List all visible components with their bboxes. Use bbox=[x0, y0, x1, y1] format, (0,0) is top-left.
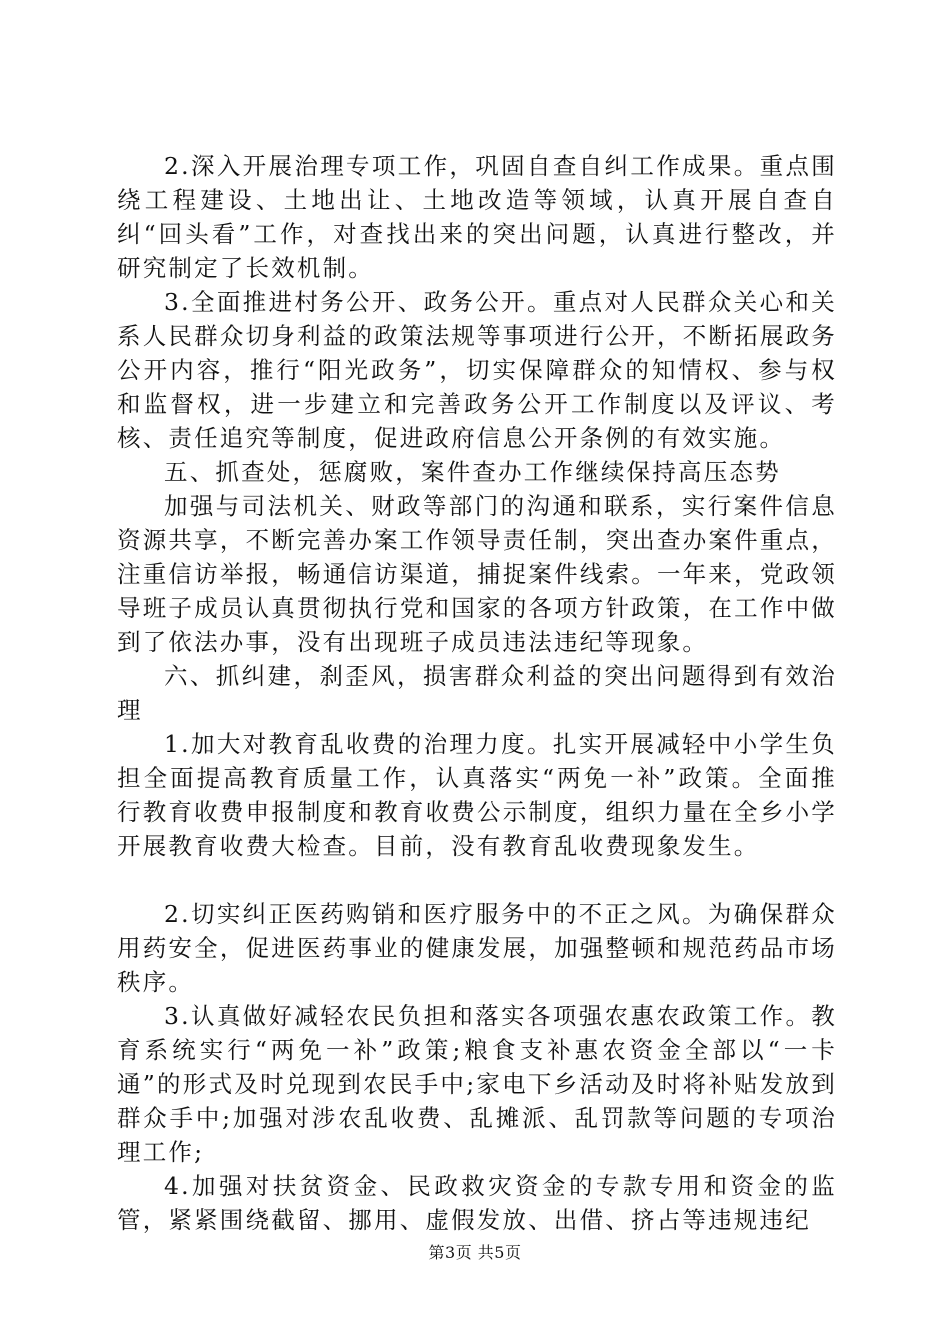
paragraph-fund-supervision: 4.加强对扶贫资金、民政救灾资金的专款专用和资金的监管，紧紧围绕截留、挪用、虚假发放、出借、挤占等违规违纪 bbox=[117, 1172, 837, 1234]
document-body bbox=[117, 149, 837, 1237]
page-footer: 第3页 共5页 bbox=[428, 1243, 522, 1262]
paragraph-medical-practices: 2.切实纠正医药购销和医疗服务中的不正之风。为确保群众用药安全，促进医药事业的健康发展，加强整顿和规范药品市场秩序。 bbox=[117, 900, 837, 996]
paragraph-case-handling: 加强与司法机关、财政等部门的沟通和联系，实行案件信息资源共享，不断完善办案工作领导责任制，突出查办案件重点，注重信访举报，畅通信访渠道，捕捉案件线索。一年来，党政领导班子成员认真贯彻执行党和国家的各项方针政策，在工作中做到了依法办事，没有出现班子成员违法违纪等现象。 bbox=[117, 492, 837, 656]
paragraph-education-fees: 1.加大对教育乱收费的治理力度。扎实开展减轻中小学生负担全面提高教育质量工作，认真落实“两免一补”政策。全面推行教育收费申报制度和教育收费公示制度，组织力量在全乡小学开展教育收费大检查。目前，没有教育乱收费现象发生。 bbox=[117, 730, 837, 860]
paragraph-item-3: 3.全面推进村务公开、政务公开。重点对人民群众关心和关系人民群众切身利益的政策法规等事项进行公开，不断拓展政务公开内容，推行“阳光政务”，切实保障群众的知情权、参与权和监督权，进一步建立和完善政务公开工作制度以及评议、考核、责任追究等制度，促进政府信息公开条例的有效实施。 bbox=[117, 288, 837, 452]
section-heading-6: 六、抓纠建，刹歪风，损害群众利益的突出问题得到有效治理 bbox=[117, 662, 837, 724]
paragraph-farmer-burden: 3.认真做好减轻农民负担和落实各项强农惠农政策工作。教育系统实行“两免一补”政策;粮食支补惠农资金全部以“一卡通”的形式及时兑现到农民手中;家电下乡活动及时将补贴发放到群众手中;加强对涉农乱收费、乱摊派、乱罚款等问题的专项治理工作; bbox=[117, 1002, 837, 1166]
section-heading-5: 五、抓查处，惩腐败，案件查办工作继续保持高压态势 bbox=[164, 458, 781, 486]
paragraph-item-2: 2.深入开展治理专项工作，巩固自查自纠工作成果。重点围绕工程建设、土地出让、土地改造等领域，认真开展自查自纠“回头看”工作，对查找出来的突出问题，认真进行整改，并研究制定了长效机制。 bbox=[117, 152, 837, 282]
